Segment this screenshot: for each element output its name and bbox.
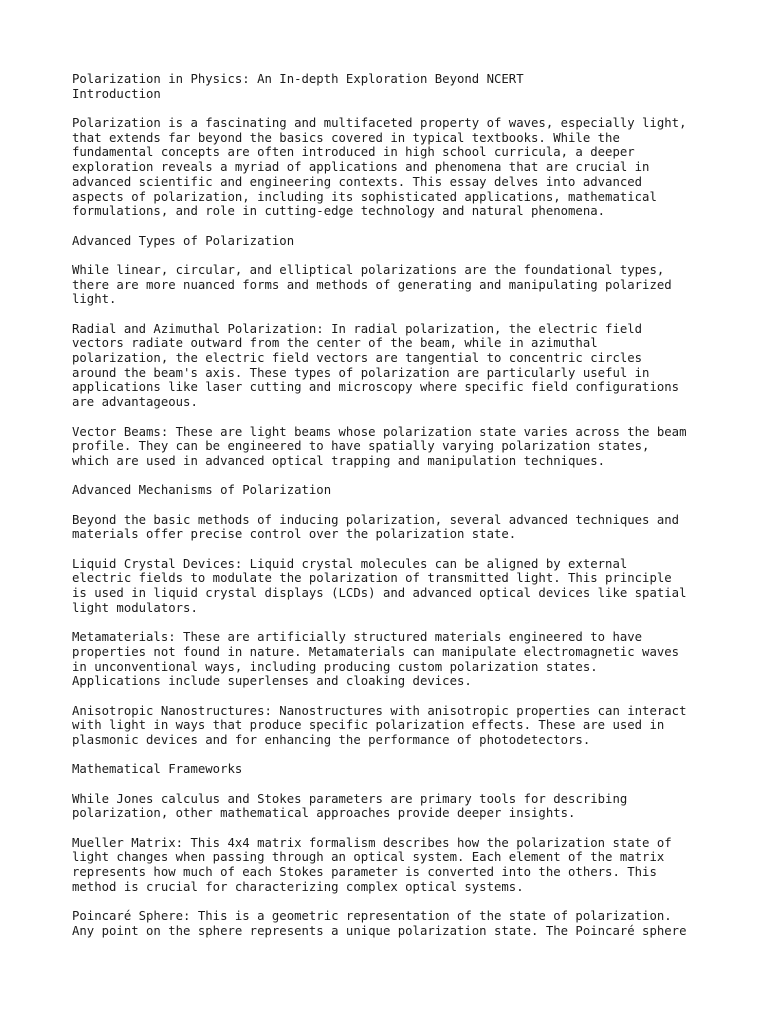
text-line: represents how much of each Stokes parameter is converted into the others. This — [72, 865, 657, 880]
text-line: Anisotropic Nanostructures: Nanostructures with anisotropic properties can interact — [72, 703, 687, 718]
text-line: Radial and Azimuthal Polarization: In radial polarization, the electric field — [72, 321, 643, 336]
paragraph — [72, 836, 712, 895]
text-line: fundamental concepts are often introduced in high school curricula, a deeper — [72, 145, 635, 160]
section-heading — [72, 762, 712, 777]
paragraph — [72, 909, 712, 938]
text-line: is used in liquid crystal displays (LCDs) and advanced optical devices like spatial — [72, 586, 687, 601]
text-line: exploration reveals a myriad of applications and phenomena that are crucial in — [72, 160, 650, 175]
text-line: that extends far beyond the basics covered in typical textbooks. While the — [72, 130, 620, 145]
paragraph — [72, 116, 712, 219]
text-line: While linear, circular, and elliptical polarizations are the foundational types, — [72, 262, 665, 277]
text-line: applications like laser cutting and microscopy where specific field configurations — [72, 380, 680, 395]
text-line: Mathematical Frameworks — [72, 762, 243, 777]
text-line: Beyond the basic methods of inducing polarization, several advanced techniques and — [72, 512, 680, 527]
text-line: Applications include superlenses and cloaking devices. — [72, 674, 472, 689]
text-line: light modulators. — [72, 600, 198, 615]
spacer — [72, 101, 712, 116]
text-line: polarization, other mathematical approaches provide deeper insights. — [72, 806, 576, 821]
paragraph — [72, 704, 712, 748]
text-line: Any point on the sphere represents a unique polarization state. The Poincaré sphere — [72, 923, 687, 938]
document-page — [72, 72, 712, 953]
text-line: profile. They can be engineered to have spatially varying polarization states, — [72, 439, 650, 454]
text-line: properties not found in nature. Metamaterials can manipulate electromagnetic waves — [72, 644, 680, 659]
text-line: which are used in advanced optical trapping and manipulation techniques. — [72, 453, 606, 468]
text-line: Mueller Matrix: This 4x4 matrix formalism describes how the polarization state of — [72, 835, 672, 850]
text-line: Advanced Mechanisms of Polarization — [72, 483, 332, 498]
text-line: polarization, the electric field vectors are tangential to concentric circles — [72, 351, 643, 366]
paragraph — [72, 630, 712, 689]
paragraph — [72, 513, 712, 542]
text-line: advanced scientific and engineering contexts. This essay delves into advanced — [72, 174, 643, 189]
text-line: method is crucial for characterizing complex optical systems. — [72, 879, 524, 894]
document-title: Polarization in Physics: An In-depth Exploration Beyond NCERT — [72, 72, 524, 86]
section-heading — [72, 234, 712, 249]
text-line: formulations, and role in cutting-edge technology and natural phenomena. — [72, 204, 606, 219]
intro-heading: Introduction — [72, 86, 161, 101]
text-line: in unconventional ways, including producing custom polarization states. — [72, 659, 598, 674]
text-line: light. — [72, 292, 117, 307]
paragraph — [72, 425, 712, 469]
text-line: Advanced Types of Polarization — [72, 233, 295, 248]
document-body — [72, 116, 712, 939]
text-line: around the beam's axis. These types of polarization are particularly useful in — [72, 365, 650, 380]
text-line: While Jones calculus and Stokes parameters are primary tools for describing — [72, 791, 628, 806]
text-line: there are more nuanced forms and methods of generating and manipulating polarized — [72, 277, 672, 292]
paragraph — [72, 557, 712, 616]
text-line: aspects of polarization, including its sophisticated applications, mathematical — [72, 189, 657, 204]
text-line: are advantageous. — [72, 395, 198, 410]
text-line: Metamaterials: These are artificially structured materials engineered to have — [72, 630, 643, 645]
text-line: Polarization is a fascinating and multifaceted property of waves, especially light, — [72, 116, 687, 131]
paragraph — [72, 263, 712, 307]
text-line: Liquid Crystal Devices: Liquid crystal molecules can be aligned by external — [72, 556, 628, 571]
section-heading — [72, 483, 712, 498]
paragraph — [72, 792, 712, 821]
text-line: vectors radiate outward from the center of the beam, while in azimuthal — [72, 336, 598, 351]
paragraph — [72, 322, 712, 410]
text-line: light changes when passing through an optical system. Each element of the matrix — [72, 850, 665, 865]
text-line: Poincaré Sphere: This is a geometric representation of the state of polarization. — [72, 909, 672, 924]
text-line: Vector Beams: These are light beams whose polarization state varies across the beam — [72, 424, 687, 439]
text-line: materials offer precise control over the polarization state. — [72, 527, 517, 542]
text-line: plasmonic devices and for enhancing the performance of photodetectors. — [72, 732, 591, 747]
text-line: with light in ways that produce specific polarization effects. These are used in — [72, 718, 665, 733]
text-line: electric fields to modulate the polarization of transmitted light. This principle — [72, 571, 672, 586]
